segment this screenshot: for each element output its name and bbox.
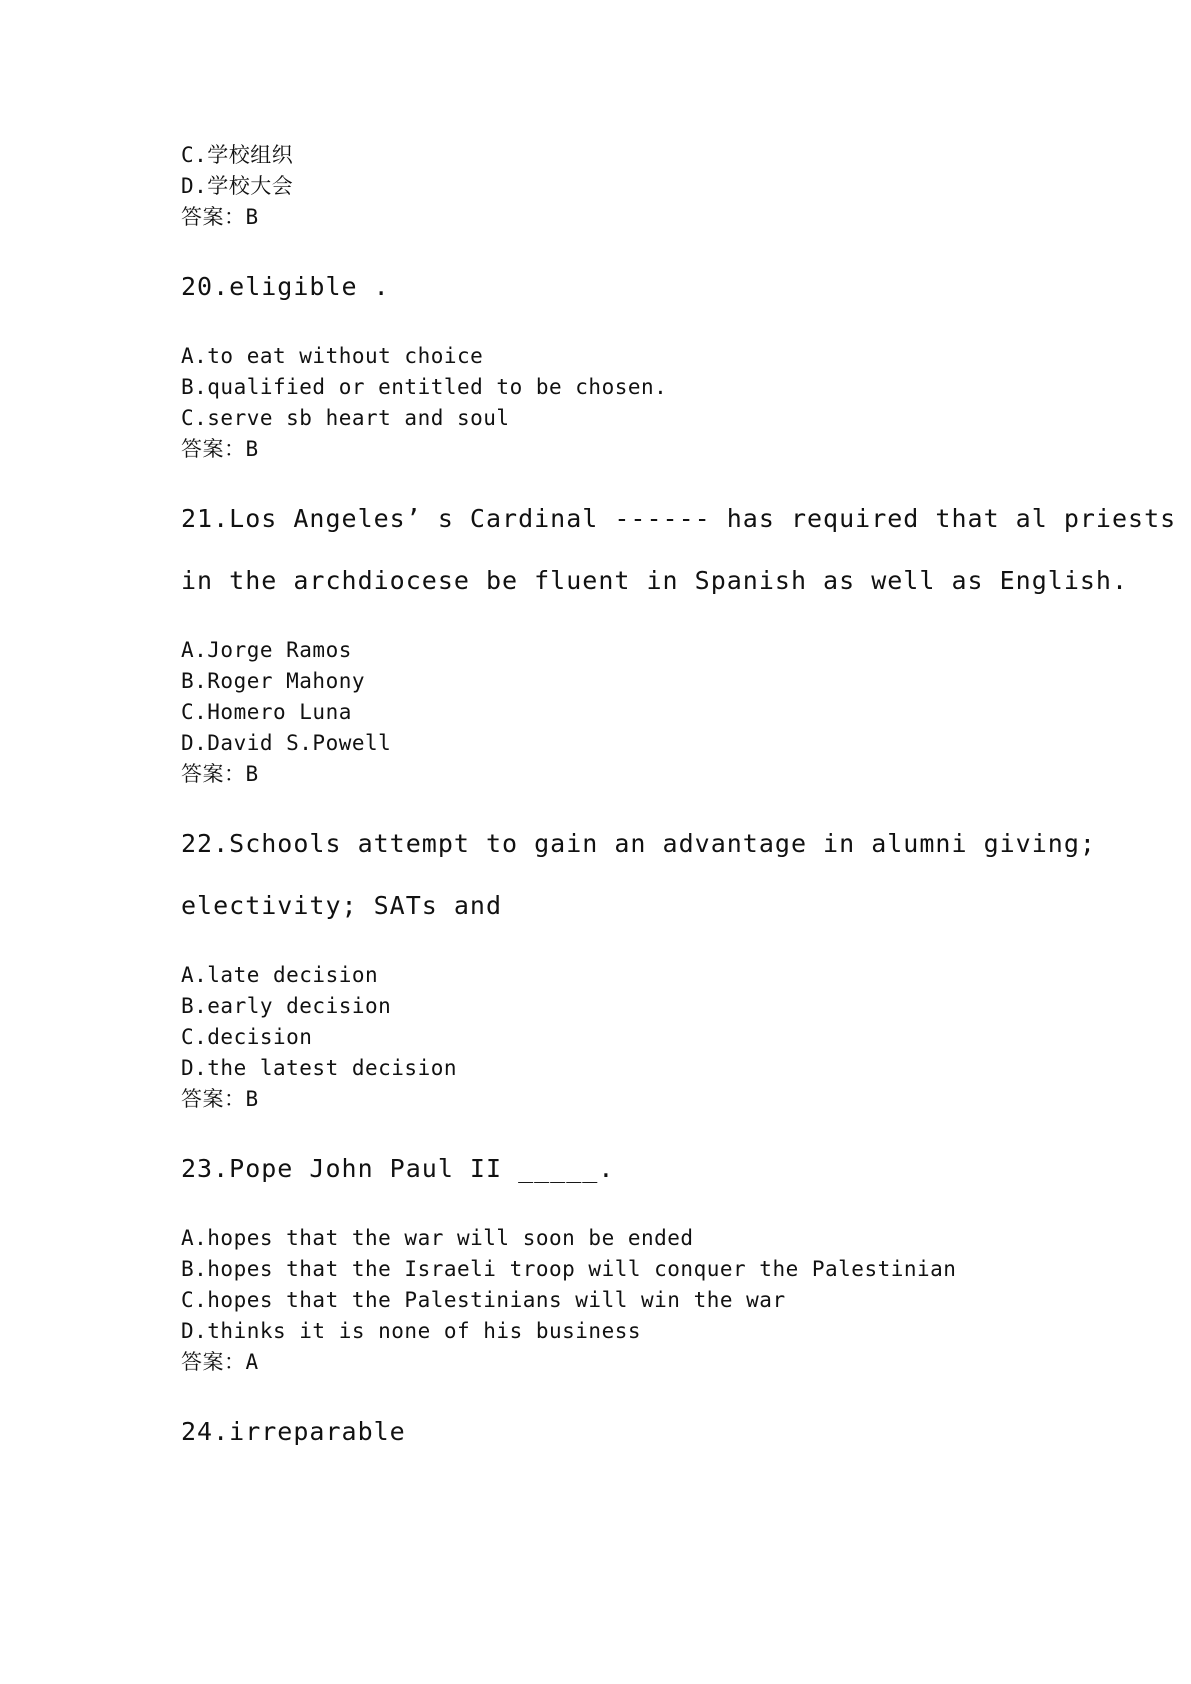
option-d: D.David S.Powell xyxy=(181,731,392,755)
option-d: D.thinks it is none of his business xyxy=(181,1319,642,1343)
option-c: C.Homero Luna xyxy=(181,700,352,724)
question-text: 21.Los Angeles’ s Cardinal ------ has required that al priests xyxy=(181,504,1177,533)
option-b: B.Roger Mahony xyxy=(181,669,366,693)
option-a: A.late decision xyxy=(181,963,379,987)
option-b: B.hopes that the Israeli troop will conquer the Palestinian xyxy=(181,1257,957,1281)
answer: 答案：B xyxy=(181,205,259,229)
question-block-22 xyxy=(181,826,1096,1115)
answer: 答案：B xyxy=(181,762,259,786)
question-text: 20.eligible . xyxy=(181,272,390,301)
question-block-21 xyxy=(181,501,1177,790)
document-page xyxy=(181,140,1177,1450)
option-b: B.qualified or entitled to be chosen. xyxy=(181,375,668,399)
option-a: A.hopes that the war will soon be ended xyxy=(181,1226,694,1250)
option-a: A.Jorge Ramos xyxy=(181,638,352,662)
option-c: C.serve sb heart and soul xyxy=(181,406,510,430)
question-block-23 xyxy=(181,1151,1081,1378)
answer: 答案：A xyxy=(181,1350,259,1374)
question-block-19 xyxy=(181,140,1081,233)
answer: 答案：B xyxy=(181,437,259,461)
question-text: 24.irreparable xyxy=(181,1417,406,1446)
option-c: C.decision xyxy=(181,1025,313,1049)
answer: 答案：B xyxy=(181,1087,259,1111)
question-text: 22.Schools attempt to gain an advantage in alumni giving; xyxy=(181,829,1096,858)
option-d: D.the latest decision xyxy=(181,1056,458,1080)
question-text: 23.Pope John Paul II _____. xyxy=(181,1154,615,1183)
question-block-20 xyxy=(181,269,1081,465)
option-c: C.学校组织 xyxy=(181,143,294,167)
question-block-24 xyxy=(181,1414,1081,1450)
option-a: A.to eat without choice xyxy=(181,344,484,368)
question-text-continued: in the archdiocese be fluent in Spanish as well as English. xyxy=(181,566,1129,595)
question-text-continued: electivity; SATs and xyxy=(181,891,503,920)
option-d: D.学校大会 xyxy=(181,174,294,198)
option-b: B.early decision xyxy=(181,994,392,1018)
option-c: C.hopes that the Palestinians will win the war xyxy=(181,1288,786,1312)
